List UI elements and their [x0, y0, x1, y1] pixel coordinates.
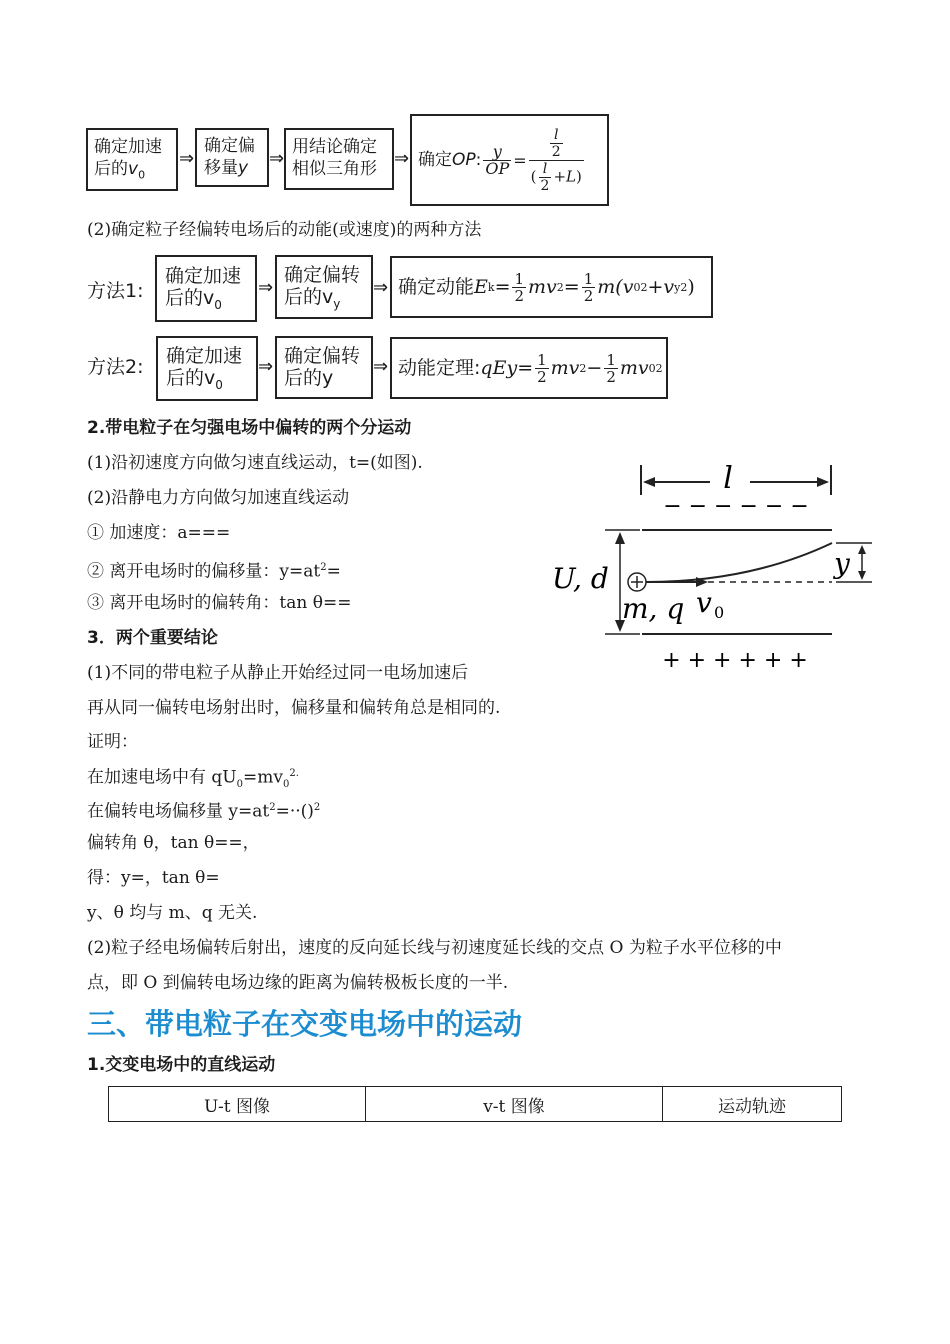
method2-box-3-text: 动能定理: [398, 357, 481, 379]
method1-half-1: $\frac{1}{2}$ [514, 269, 525, 305]
method2-box-2 [275, 336, 373, 399]
fraction-y-over-op [483, 141, 511, 178]
method2-box-1-line2: 后的v [166, 367, 216, 389]
section3-line-5: 在偏转电场偏移量 $y=at^2=\cdot\cdot()^2$ [87, 801, 321, 822]
method2-eq: = [517, 357, 534, 379]
minus-signs: − − − − − − [663, 494, 809, 519]
method1-mv2: mv [528, 276, 557, 298]
method2-minus: − [586, 357, 603, 379]
l-arrowhead-right [817, 477, 829, 487]
section3-line-4: 在加速电场中有 $qU_0=mv_0^{2.}$ [87, 767, 299, 791]
table-header-vt: v-t 图像 [366, 1087, 663, 1122]
method2-box-1-line1: 确定加速 [166, 345, 243, 367]
method2-arrow-1: ⇒ [258, 356, 274, 377]
section2-title: 2.带电粒子在匀强电场中偏转的两个分运动 [87, 418, 412, 438]
method2-label: 方法2: [87, 356, 144, 378]
flow1-box-2-line2: 移量 [204, 158, 238, 178]
table-header-trajectory: 运动轨迹 [663, 1087, 842, 1122]
method1-ek-sub: k [487, 280, 495, 294]
flow1-box-4-colon: : [475, 150, 482, 170]
mq-label: m, q [622, 592, 685, 625]
table-header-row [109, 1087, 842, 1122]
para-two-methods: (2)确定粒子经偏转电场后的动能(或速度)的两种方法 [87, 220, 482, 240]
l-arrowhead-left [643, 477, 655, 487]
ud-arrowhead-top [615, 532, 625, 544]
section3-line-1: (1)不同的带电粒子从静止开始经过同一电场加速后 [87, 663, 469, 683]
method1-box-2-sub: y [333, 296, 341, 311]
flow1-box-1-var: v [128, 159, 139, 179]
v0-label: v [696, 586, 712, 619]
method1-close: ) [687, 276, 695, 298]
method1-box-2 [275, 255, 373, 319]
section2-line-4: ② 离开电场时的偏移量：$y=at^2=$ [87, 561, 341, 582]
fraction-l-over-expression: $\frac{l}{2}$ ( $\frac{l}{2}$ +L) [530, 126, 582, 194]
frac-plus-l: +L [553, 167, 576, 185]
section2-line-1: (1)沿初速度方向做匀速直线运动，t=(如图). [87, 453, 423, 473]
y-arrowhead-bottom [858, 571, 866, 580]
flow1-box-3-line2: 相似三角形 [292, 159, 377, 179]
section3-line-3: 证明： [87, 732, 138, 752]
frac-l-bottom: l [539, 161, 552, 178]
section3-line-8: y、θ 均与 m、q 无关. [87, 903, 258, 923]
frac-y: y [483, 144, 511, 161]
section2-line-5: ③ 离开电场时的偏转角：tan θ== [87, 593, 352, 613]
section3-title: 3．两个重要结论 [87, 628, 218, 648]
method1-box-3-text: 确定动能 [398, 276, 475, 298]
method1-box-1-line2: 后的v [165, 287, 215, 309]
method2-arrow-2: ⇒ [373, 356, 389, 377]
flow1-box-3 [284, 128, 394, 190]
section2-line-3: ① 加速度：a=== [87, 523, 231, 543]
method1-box-2-line1: 确定偏转 [284, 264, 361, 286]
v0-subscript: 0 [714, 603, 725, 622]
y-label: y [834, 547, 850, 580]
section3-line-10: 点，即 O 到偏转电场边缘的距离为偏转极板长度的一半. [87, 973, 509, 993]
method1-box-1-line1: 确定加速 [165, 265, 242, 287]
method2-box-3: 动能定理: qEy = $\frac{1}{2}$ mv 2 − $\frac{1}{2}$ mv 0 2 [390, 337, 668, 399]
method2-half-2: $\frac{1}{2}$ [606, 350, 616, 386]
ud-label: U, d [552, 562, 609, 595]
flow1-box-2-var: y [238, 158, 249, 178]
method1-box-3: 确定动能 E k = $\frac{1}{2}$ mv 2 = $\frac{1}{2}$ m(v 0 2 +v y 2 ) [390, 256, 713, 318]
method1-label: 方法1: [87, 280, 144, 302]
plus-signs: + + + + + + [662, 648, 808, 673]
flow1-box-4-prefix: 确定 [418, 150, 452, 170]
method2-half-1: $\frac{1}{2}$ [537, 350, 547, 386]
frac-op: OP [485, 158, 510, 178]
method1-half-2: $\frac{1}{2}$ [583, 269, 594, 305]
motion-table [108, 1086, 842, 1122]
l-label: l [723, 461, 733, 496]
method1-arrow-1: ⇒ [258, 277, 274, 298]
trajectory-curve [646, 543, 832, 582]
method2-box-2-line1: 确定偏转 [284, 345, 361, 367]
flow1-arrow-2: ⇒ [269, 148, 285, 169]
flow1-box-2-line1: 确定偏 [204, 136, 255, 156]
flow1-box-1-line1: 确定加速 [94, 137, 162, 157]
method1-box-2-line2: 后的v [284, 286, 334, 308]
flow1-arrow-1: ⇒ [179, 148, 195, 169]
deflection-figure [550, 455, 880, 675]
flow1-box-4-op: OP [452, 150, 476, 170]
flow1-box-4: 确定 OP : $\frac{y}{OP}$ = $\frac{l}{2}$ ( $\frac{l}{2}$ +L) [410, 114, 609, 206]
section3-line-2: 再从同一偏转电场射出时，偏移量和偏转角总是相同的. [87, 698, 501, 718]
subsection-title: 1.交变电场中的直线运动 [87, 1055, 276, 1075]
method1-box-1-sub: 0 [214, 297, 222, 312]
flow1-box-2 [195, 128, 269, 187]
method2-box-2-line2: 后的y [284, 367, 334, 389]
section2-line-2: (2)沿静电力方向做匀加速直线运动 [87, 488, 350, 508]
section3-line-6: 偏转角 θ，tan θ==， [87, 833, 260, 853]
method1-box-1 [155, 255, 257, 322]
method2-box-1-sub: 0 [215, 377, 223, 392]
flow1-box-1-line2: 后的 [94, 159, 128, 179]
flow1-arrow-3: ⇒ [394, 148, 410, 169]
method1-ek: E [474, 276, 488, 298]
frac-l-top: l [550, 127, 563, 144]
method1-m-paren: m(v [597, 276, 634, 298]
flow1-box-1-sub: 0 [138, 168, 146, 182]
table-header-ut: U-t 图像 [109, 1087, 366, 1122]
method1-eq-1: = [494, 276, 511, 298]
y-arrowhead-top [858, 545, 866, 554]
flow1-box-1 [86, 128, 178, 191]
method1-arrow-2: ⇒ [373, 277, 389, 298]
flow1-box-3-line1: 用结论确定 [292, 137, 377, 157]
section3-line-7: 得：y=，tan θ= [87, 868, 220, 888]
method2-mv0: mv [619, 357, 649, 379]
method2-box-1 [156, 336, 258, 401]
method2-qey: qEy [480, 357, 518, 379]
method2-mv2: mv [550, 357, 580, 379]
frac-2-top: 2 [551, 143, 561, 160]
section-heading-3: 三、带电粒子在交变电场中的运动 [87, 1007, 523, 1041]
method1-plus-vy: +v [647, 276, 675, 298]
method1-eq-2: = [563, 276, 580, 298]
frac-2-bottom: 2 [540, 177, 550, 194]
section3-line-9: (2)粒子经电场偏转后射出，速度的反向延长线与初速度延长线的交点 O 为粒子水平位移的中 [87, 938, 782, 958]
